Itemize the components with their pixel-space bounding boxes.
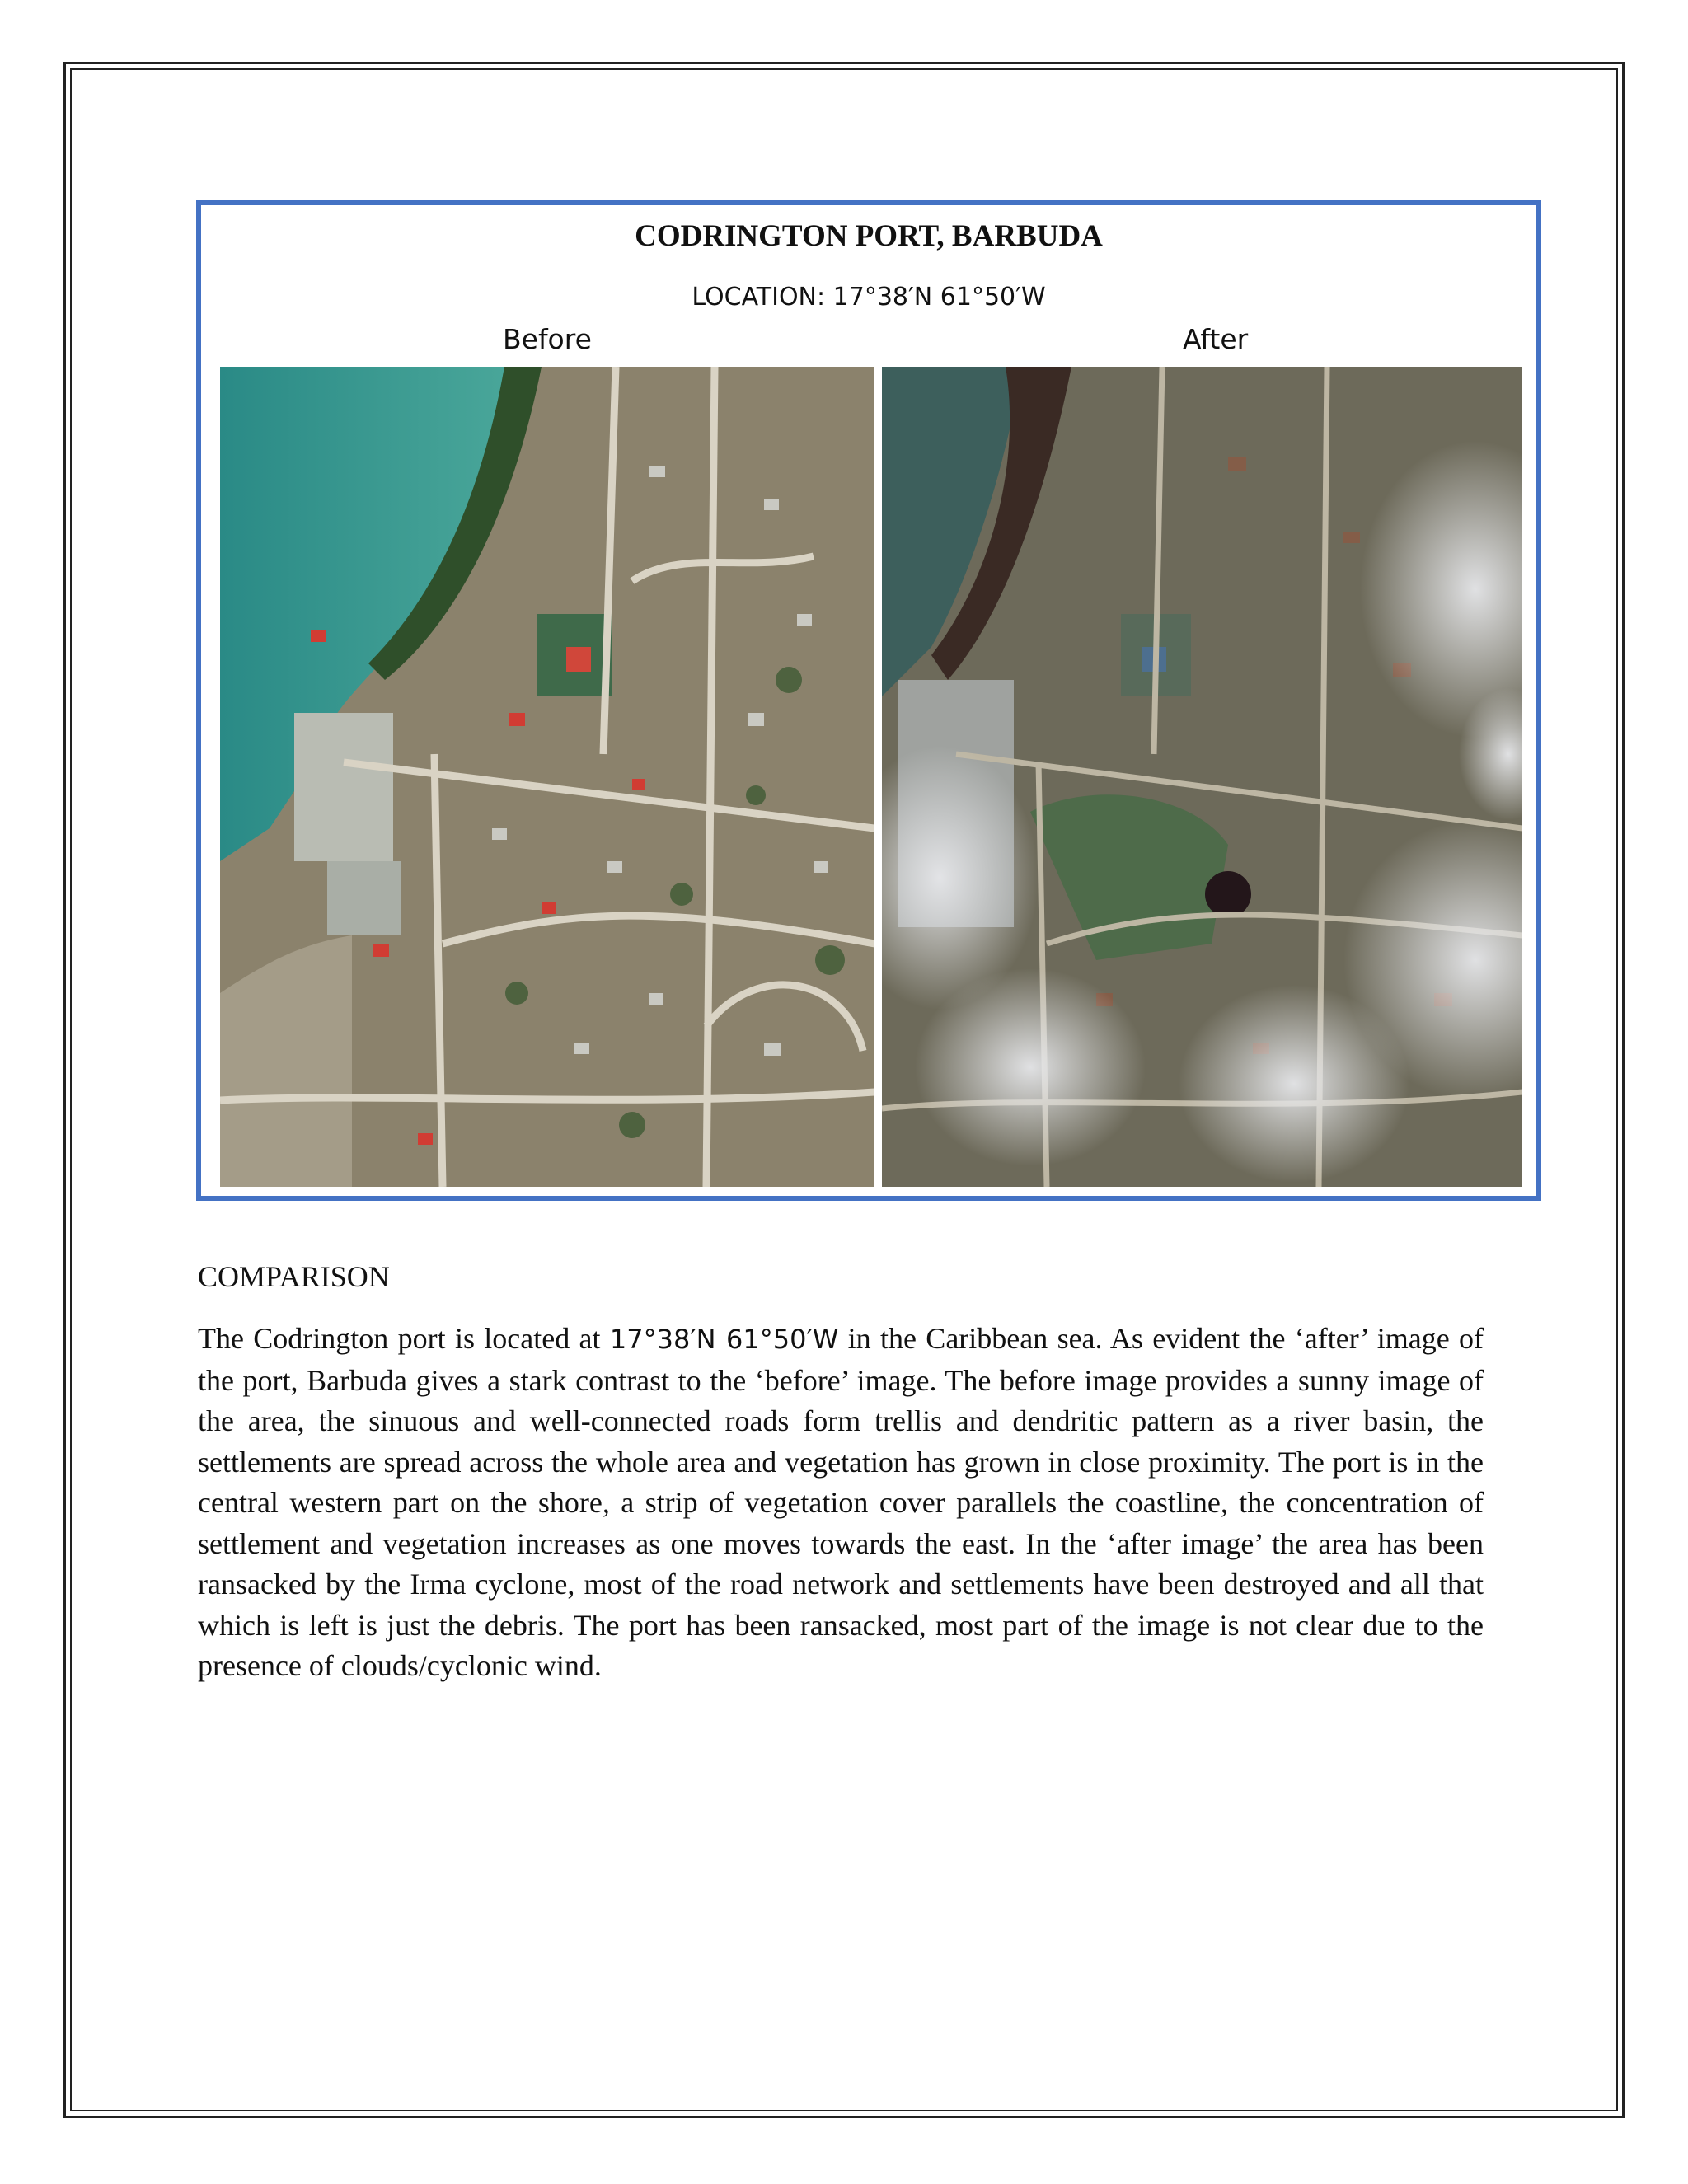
paragraph-rest: in the Caribbean sea. As evident the ‘after’ image of the port, Barbuda gives a stark contrast to the ‘before’ image. The before image provides a sunny image of the area, the sinuous and well-connected roads form trellis and dendritic pattern as a river basin, the settlements are spread across the whole area and vegetation has grown in close proximity. The port is in the central western part on the shore, a strip of vegetation cover parallels the coastline, the concentration of settlement and vegetation increases as one moves towards the east. In the ‘after image’ the area has been ransacked by the Irma cyclone, most of the road network and settlements have been destroyed and all that which is left is just the debris. The port has been ransacked, most part of the image is not clear due to the presence of clouds/cyclonic wind. bbox=[198, 1322, 1484, 1682]
paragraph-start: The Codrington port is located at bbox=[198, 1322, 610, 1355]
figure-title: CODRINGTON PORT, BARBUDA bbox=[635, 219, 1103, 253]
comparison-paragraph bbox=[198, 1319, 1484, 1687]
after-label: After bbox=[1183, 323, 1249, 355]
after-satellite-image bbox=[882, 367, 1522, 1187]
before-label: Before bbox=[503, 323, 592, 355]
figure-location: LOCATION: 17°38′N 61°50′W bbox=[692, 283, 1046, 312]
section-heading: COMPARISON bbox=[198, 1260, 390, 1293]
before-satellite-image bbox=[220, 367, 874, 1187]
satellite-comparison-figure bbox=[196, 200, 1541, 1201]
inline-coordinates: 17°38′N 61°50′W bbox=[609, 1324, 839, 1355]
